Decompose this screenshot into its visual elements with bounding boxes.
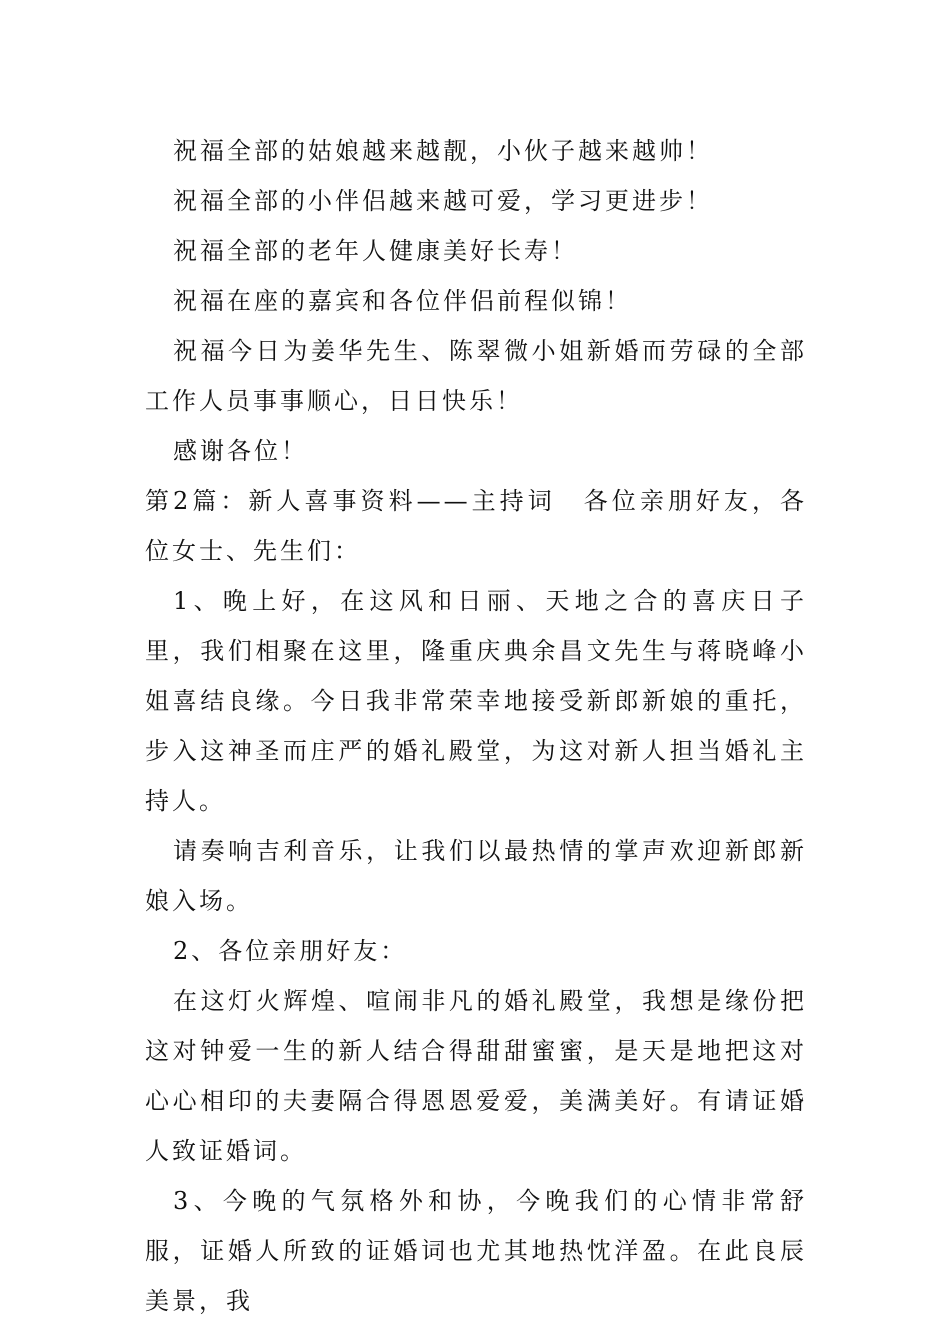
paragraph: 3、今晚的气氛格外和协，今晚我们的心情非常舒服，证婚人所致的证婚词也尤其地热忱洋盈。在此良辰美景，我 — [145, 1187, 807, 1315]
paragraph: 在这灯火辉煌、喧闹非凡的婚礼殿堂，我想是缘份把这对钟爱一生的新人结合得甜甜蜜蜜，是天是地把这对心心相印的夫妻隔合得恩恩爱爱，美满美好。有请证婚人致证婚词。 — [145, 987, 807, 1165]
paragraph: 祝福全部的老年人健康美好长寿！ — [173, 237, 578, 265]
paragraph: 1、晚上好，在这风和日丽、天地之合的喜庆日子里，我们相聚在这里，隆重庆典余昌文先生与蒋晓峰小姐喜结良缘。今日我非常荣幸地接受新郎新娘的重托，步入这神圣而庄严的婚礼殿堂，为这对新人担当婚礼主持人。 — [145, 587, 807, 815]
paragraph: 感谢各位！ — [173, 437, 308, 465]
section-heading: 第2篇：新人喜事资料——主持词 各位亲朋好友，各位女士、先生们： — [145, 487, 807, 565]
document-body — [145, 126, 807, 1326]
paragraph: 祝福在座的嘉宾和各位伴侣前程似锦！ — [173, 287, 632, 315]
paragraph: 祝福今日为姜华先生、陈翠微小姐新婚而劳碌的全部工作人员事事顺心，日日快乐！ — [145, 337, 807, 415]
paragraph: 请奏响吉利音乐，让我们以最热情的掌声欢迎新郎新娘入场。 — [145, 837, 807, 915]
paragraph: 祝福全部的小伴侣越来越可爱，学习更进步！ — [173, 187, 713, 215]
paragraph: 祝福全部的姑娘越来越靓，小伙子越来越帅！ — [173, 137, 713, 165]
paragraph: 2、各位亲朋好友： — [173, 937, 408, 965]
